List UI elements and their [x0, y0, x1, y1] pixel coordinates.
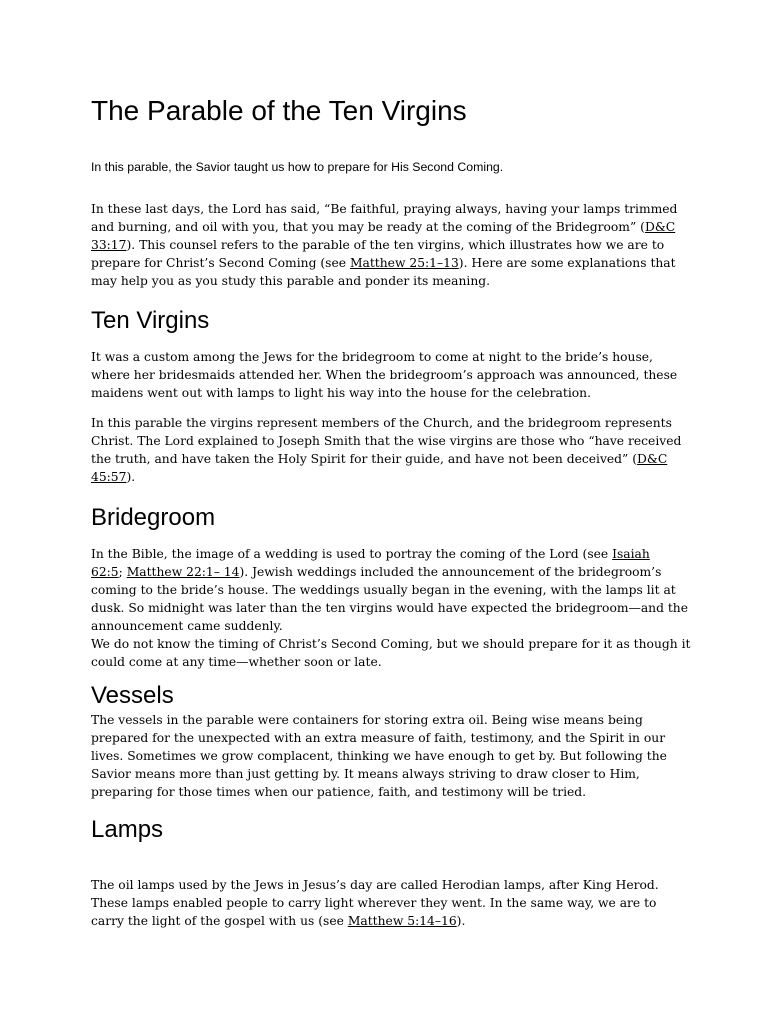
- matthew-25-link[interactable]: Matthew 25:1–13: [349, 256, 459, 270]
- paragraph-text: ).: [126, 470, 136, 484]
- intro-text: ). Here are some explanations that: [458, 256, 676, 270]
- paragraph-line: where her bridesmaids attended her. When the bridegroom’s approach was announced, these: [91, 368, 678, 382]
- paragraph-line: It was a custom among the Jews for the bridegroom to come at night to the bride’s house,: [91, 350, 653, 364]
- paragraph-text: ). Jewish weddings included the announcement of the bridegroom’s: [239, 565, 662, 579]
- intro-line: may help you as you study this parable and ponder its meaning.: [91, 274, 491, 288]
- dc-33-17-link[interactable]: D&C: [644, 220, 676, 234]
- paragraph-line: [91, 545, 671, 563]
- paragraph-line: The vessels in the parable were containers for storing extra oil. Being wise means being: [91, 713, 643, 727]
- paragraph-line: Savior means more than just getting by. It means always striving to draw closer to Him,: [91, 767, 640, 781]
- paragraph-line: could come at any time—whether soon or late.: [91, 655, 382, 669]
- dc-45-57-link[interactable]: 45:57: [91, 470, 127, 484]
- paragraph-line: coming to the bride’s house. The weddings usually began in the evening, with the lamps lit at: [91, 583, 676, 597]
- dc-33-17-link[interactable]: 33:17: [91, 238, 127, 252]
- paragraph-line: prepared for the unexpected with an extra measure of faith, testimony, and the Spirit in our: [91, 731, 666, 745]
- lamps-paragraph: [91, 876, 671, 930]
- paragraph-line: lives. Sometimes we grow complacent, thinking we have enough to get by. But following the: [91, 749, 667, 763]
- paragraph-line: [91, 912, 671, 930]
- intro-paragraph: [91, 200, 678, 290]
- page-subtitle: In this parable, the Savior taught us how to prepare for His Second Coming.: [91, 160, 504, 174]
- paragraph-text: In the Bible, the image of a wedding is used to portray the coming of the Lord (see: [91, 547, 613, 561]
- vessels-paragraph: [91, 711, 671, 801]
- intro-line: [91, 254, 676, 272]
- page-title: The Parable of the Ten Virgins: [91, 95, 467, 126]
- ten-virgins-paragraph-2: [91, 414, 682, 486]
- paragraph-line: maidens went out with lamps to light his way into the house for the celebration.: [91, 386, 591, 400]
- matthew-22-link[interactable]: Matthew 22:1– 14: [126, 565, 240, 579]
- intro-text: prepare for Christ’s Second Coming (see: [91, 256, 350, 270]
- ten-virgins-paragraph-1: [91, 348, 678, 402]
- paragraph-line: [91, 468, 671, 486]
- paragraph-line: [91, 450, 671, 468]
- intro-text: and burning, and oil with you, that you may be ready at the coming of the Bridegroom” (: [91, 220, 645, 234]
- paragraph-line: preparing for those times when our patience, faith, and testimony will be tried.: [91, 785, 587, 799]
- paragraph-text: ).: [456, 914, 466, 928]
- paragraph-line: Christ. The Lord explained to Joseph Smith that the wise virgins are those who “have received: [91, 434, 682, 448]
- paragraph-line: In this parable the virgins represent members of the Church, and the bridegroom represents: [91, 416, 672, 430]
- paragraph-line: [91, 563, 671, 581]
- paragraph-line: dusk. So midnight was later than the ten virgins would have expected the bridegroom—and the: [91, 601, 688, 615]
- dc-45-57-link[interactable]: D&C: [637, 452, 668, 466]
- intro-text: ). This counsel refers to the parable of the ten virgins, which illustrates how we are to: [126, 238, 665, 252]
- intro-line: [91, 236, 671, 254]
- intro-line: In these last days, the Lord has said, “Be faithful, praying always, having your lamps trimmed: [91, 202, 678, 216]
- intro-line: [91, 218, 676, 236]
- section-heading-lamps: Lamps: [91, 816, 164, 843]
- bridegroom-paragraph: [91, 545, 691, 671]
- paragraph-line: These lamps enabled people to carry light wherever they went. In the same way, we are to: [91, 896, 657, 910]
- paragraph-line: The oil lamps used by the Jews in Jesus’s day are called Herodian lamps, after King Herod.: [91, 878, 659, 892]
- section-heading-vessels: Vessels: [91, 682, 174, 709]
- section-heading-bridegroom: Bridegroom: [91, 504, 216, 531]
- isaiah-62-5-link[interactable]: Isaiah: [612, 547, 650, 561]
- matthew-5-link[interactable]: Matthew 5:14–16: [347, 914, 457, 928]
- paragraph-text: ;: [118, 565, 127, 579]
- section-heading-ten-virgins: Ten Virgins: [91, 307, 210, 334]
- paragraph-text: carry the light of the gospel with us (see: [91, 914, 348, 928]
- paragraph-line: announcement came suddenly.: [91, 619, 283, 633]
- paragraph-text: the truth, and have taken the Holy Spirit for their guide, and have not been deceived” (: [91, 452, 638, 466]
- isaiah-62-5-link[interactable]: 62:5: [91, 565, 119, 579]
- paragraph-line: We do not know the timing of Christ’s Second Coming, but we should prepare for it as though it: [91, 637, 691, 651]
